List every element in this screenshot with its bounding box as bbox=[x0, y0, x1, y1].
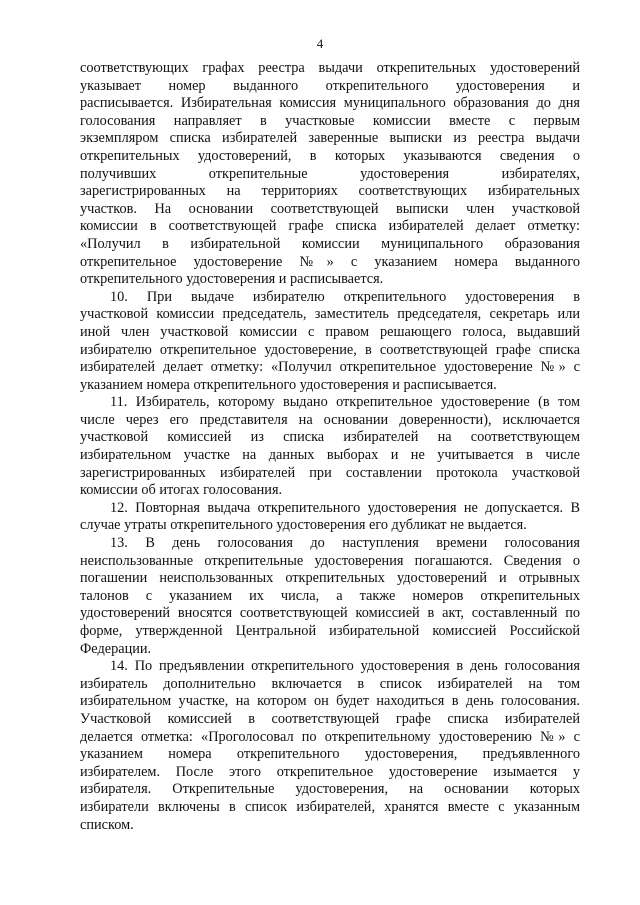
text-line: случае утраты открепительного удостоверения его дубликат не выдается. bbox=[80, 517, 527, 534]
text-line: удостоверений вносятся соответствующей комиссией в акт, составленный по bbox=[80, 605, 580, 622]
text-line: зарегистрированных избирателей при составлении протокола участковой bbox=[80, 464, 580, 481]
text-line: избирателем. После этого открепительное удостоверение изымается у bbox=[80, 763, 580, 780]
text-line: участковой комиссии председатель, заместитель председателя, секретарь или bbox=[80, 306, 580, 323]
text-line: погашении неиспользованных открепительных удостоверений и отрывных bbox=[80, 570, 580, 587]
text-line: Участковой комиссией в соответствующей графе списка избирателей bbox=[80, 710, 580, 727]
text-line: комиссии в соответствующей графе списка избирателей делает отметку: bbox=[80, 218, 580, 235]
text-line: «Получил в избирательной комиссии муниципального образования bbox=[80, 235, 580, 252]
paragraph-5 bbox=[80, 535, 580, 658]
text-line: указанием номера открепительного удостоверения, предъявленного bbox=[80, 746, 580, 763]
paragraph-4 bbox=[80, 500, 580, 535]
text-line: указывает номер выданного открепительного удостоверения и bbox=[80, 77, 580, 94]
text-line: зарегистрированных на территориях соответствующих избирательных bbox=[80, 183, 580, 200]
paragraph-6 bbox=[80, 658, 580, 834]
text-line: открепительное удостоверение №» с указанием номера выданного bbox=[80, 253, 580, 270]
text-line: Федерации. bbox=[80, 640, 152, 657]
text-line: участков. На основании соответствующей выписки член участковой bbox=[80, 200, 580, 217]
text-line: избирателей делает отметку: «Получил открепительное удостоверение №» с bbox=[80, 359, 580, 376]
text-line: открепительных удостоверений, в которых указываются сведения о bbox=[80, 147, 580, 164]
text-line: 12. Повторная выдача открепительного удостоверения не допускается. В bbox=[110, 499, 580, 516]
text-line: избирателя. Открепительные удостоверения, на основании которых bbox=[80, 781, 580, 798]
text-line: 14. По предъявлении открепительного удостоверения в день голосования bbox=[110, 658, 580, 675]
text-line: соответствующих графах реестра выдачи открепительных удостоверений bbox=[80, 60, 580, 76]
text-line: получивших открепительные удостоверения избирателях, bbox=[80, 165, 580, 182]
text-line: расписывается. Избирательная комиссия муниципального образования до дня bbox=[80, 95, 580, 112]
text-line: иной член участковой комиссии с правом решающего голоса, выдавший bbox=[80, 323, 580, 340]
text-line: делается отметка: «Проголосовал по открепительному удостоверению №» с bbox=[80, 728, 580, 745]
text-line: талонов с указанием их числа, а также номеров открепительных bbox=[80, 587, 580, 604]
page-number: 4 bbox=[316, 36, 324, 51]
text-line: числе через его представителя на основании доверенности), исключается bbox=[80, 411, 580, 428]
text-line: неиспользованные открепительные удостоверения погашаются. Сведения о bbox=[80, 552, 580, 569]
paragraph-2 bbox=[80, 289, 580, 395]
text-line: избиратели включены в список избирателей, хранятся вместе с указанным bbox=[80, 798, 580, 815]
text-line: участковой комиссией из списка избирателей на соответствующем bbox=[80, 429, 580, 446]
text-line: 11. Избиратель, которому выдано открепительное удостоверение (в том bbox=[110, 394, 580, 411]
text-line: комиссии об итогах голосования. bbox=[80, 482, 283, 499]
text-line: голосования направляет в участковые комиссии вместе с первым bbox=[80, 112, 580, 129]
text-line: открепительного удостоверения и расписывается. bbox=[80, 271, 384, 288]
text-line: форме, утвержденной Центральной избирательной комиссией Российской bbox=[80, 623, 580, 639]
paragraph-3 bbox=[80, 394, 580, 500]
text-line: указанием номера открепительного удостоверения и расписывается. bbox=[80, 376, 497, 393]
text-line: избиратель дополнительно включается в список избирателей на том bbox=[80, 675, 580, 692]
text-line: списком. bbox=[80, 816, 134, 833]
document-body bbox=[80, 60, 580, 834]
text-line: избирательном участке, на котором он будет находиться в день голосования. bbox=[80, 693, 580, 710]
paragraph-1 bbox=[80, 60, 580, 289]
text-line: избирательном участке на данных выборах и не учитывается в числе bbox=[80, 447, 580, 464]
text-line: избирателю открепительное удостоверение, в соответствующей графе списка bbox=[80, 341, 580, 358]
text-line: 10. При выдаче избирателю открепительного удостоверения в bbox=[110, 288, 580, 305]
text-line: экземпляром списка избирателей заверенные выписки из реестра выдачи bbox=[80, 130, 580, 147]
text-line: 13. В день голосования до наступления времени голосования bbox=[110, 535, 580, 552]
